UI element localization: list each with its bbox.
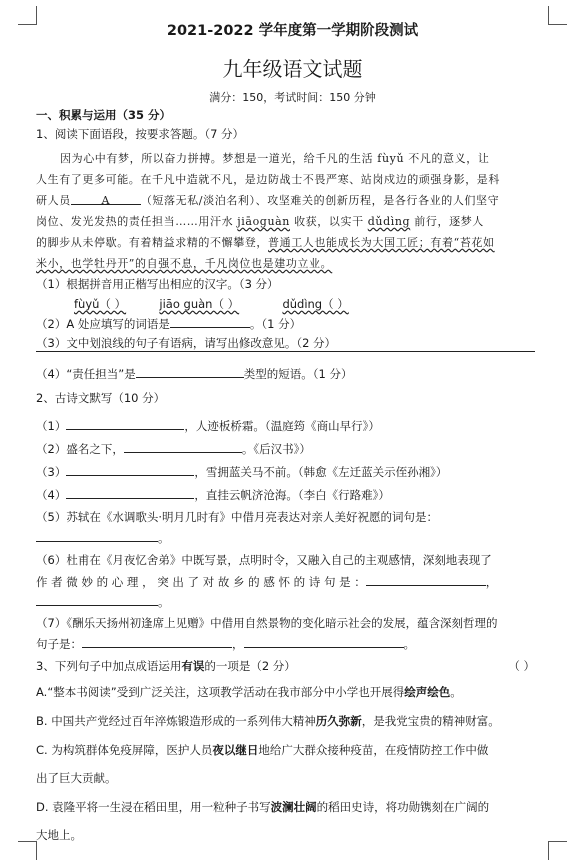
q2-intro: 2、古诗文默写（10 分） bbox=[36, 391, 166, 405]
q1-sub3: （3）文中划浪线的句子有语病，请写出修改意见。（2 分） bbox=[36, 336, 337, 350]
q2-line-6b: 作 者 微 妙 的 心 理 ， 突 出 了 对 故 乡 的 感 怀 的 诗 句 是 ： ， bbox=[36, 575, 498, 589]
q2-line-4: （4） ，直挂云帆济沧海。（李白《行路难》） bbox=[36, 488, 390, 502]
q1-sub4: （4）“责任担当”是 类型的短语。（1 分） bbox=[36, 367, 353, 381]
q2-line-7b: 句子是： ， 。 bbox=[36, 637, 415, 651]
wavy-sentence-cont: 米小，也学牡丹开”的自强不息，千凡岗位也是建功立业。 bbox=[36, 257, 333, 270]
passage-line-4: 岗位、发光发热的责任担当……用汗水 jiāoguàn 收获，以实干 dǔdìng 前行，逐梦人 bbox=[36, 215, 484, 228]
q3-intro: 3、下列句子中加点成语运用有误的一项是（2 分） bbox=[36, 659, 296, 673]
passage-line-6 bbox=[36, 256, 549, 272]
corner-mark-bottom-right bbox=[548, 841, 567, 860]
q2-line-1: （1） ，人迹板桥霜。（温庭筠《商山早行》） bbox=[36, 419, 380, 433]
q3-option-d-cont: 大地上。 bbox=[36, 828, 82, 842]
passage-line-2: 人生有了更多可能。在千凡中造就不凡，是边防战士不畏严寒、站岗戍边的顽强身影，是科 bbox=[36, 173, 500, 186]
passage-line-5: 的脚步从未停歇。有着精益求精的不懈攀登，普通工人也能成长为大国工匠；有着“苔花如 bbox=[36, 236, 495, 249]
q2-line-2: （2）盛名之下， 。《后汉书》） bbox=[36, 442, 311, 456]
blank-a[interactable]: A bbox=[71, 193, 141, 205]
q2-line-5: （5）苏轼在《水调歌头·明月几时有》中借月亮表达对亲人美好祝愿的词句是： bbox=[36, 510, 438, 524]
corner-mark-bottom-left bbox=[18, 841, 37, 860]
answer-blank[interactable] bbox=[136, 366, 244, 378]
q2-line-6c: 。 bbox=[36, 594, 549, 610]
q1-pinyin-row: fùyǔ（ ） jiāo guàn（ ） dǔdìng（ ） bbox=[74, 297, 349, 311]
exam-meta: 满分：150，考试时间：150 分钟 bbox=[209, 91, 376, 104]
q3-option-b[interactable]: B. 中国共产党经过百年淬炼锻造形成的一系列伟大精神历久弥新，是我党宝贵的精神财富。 bbox=[36, 714, 500, 728]
q3-option-a[interactable]: A.“整本书阅读”受到广泛关注，这项教学活动在我市部分中小学也开展得绘声绘色。 bbox=[36, 685, 462, 699]
answer-line[interactable] bbox=[36, 351, 535, 352]
q2-line-3: （3） ，雪拥蓝关马不前。（韩愈《左迁蓝关示侄孙湘》） bbox=[36, 465, 448, 479]
q2-line-5-answer: 。 bbox=[36, 530, 549, 546]
q3-option-d[interactable]: D. 袁隆平将一生浸在稻田里，用一粒种子书写波澜壮阔的稻田史诗，将功勋镌刻在广阔的 bbox=[36, 800, 490, 814]
exam-title: 九年级语文试题 bbox=[222, 57, 363, 81]
section-heading: 一、积累与运用（35 分） bbox=[36, 108, 172, 122]
wavy-sentence: 普通工人也能成长为大国工匠；有着“苔花如 bbox=[268, 236, 495, 249]
exam-header: 2021-2022 学年度第一学期阶段测试 bbox=[166, 23, 419, 39]
q2-line-6: （6）杜甫在《月夜忆舍弟》中既写景，点明时令，又融入自己的主观感情，深刻地表现了 bbox=[36, 553, 492, 567]
q3-option-c[interactable]: C. 为构筑群体免疫屏障，医护人员夜以继日地给广大群众接种疫苗，在疫情防控工作中做 bbox=[36, 743, 489, 757]
q1-sub2: （2）A 处应填写的词语是 。（1 分） bbox=[36, 317, 302, 331]
corner-mark-top-left bbox=[18, 6, 37, 25]
answer-blank[interactable] bbox=[170, 316, 250, 328]
q3-option-c-cont: 出了巨大贡献。 bbox=[36, 771, 117, 785]
q1-sub1: （1）根据拼音用正楷写出相应的汉字。（3 分） bbox=[36, 277, 279, 291]
passage-line-3: 研人员 A （短落无私/淡泊名利）、攻坚难关的创新历程，是各行各业的人们坚守 bbox=[36, 194, 500, 207]
q3-answer-paren[interactable]: （ ） bbox=[508, 659, 535, 673]
passage-line-1: 因为心中有梦，所以奋力拼搏。梦想是一道光，给千凡的生活 fùyǔ 不凡的意义，让 bbox=[60, 152, 490, 165]
q2-line-7: （7）《酬乐天扬州初逢席上见赠》中借用自然景物的变化暗示社会的发展，蕴含深刻哲理的 bbox=[36, 616, 498, 630]
q1-intro: 1、阅读下面语段，按要求答题。（7 分） bbox=[36, 127, 245, 141]
corner-mark-top-right bbox=[548, 6, 567, 25]
